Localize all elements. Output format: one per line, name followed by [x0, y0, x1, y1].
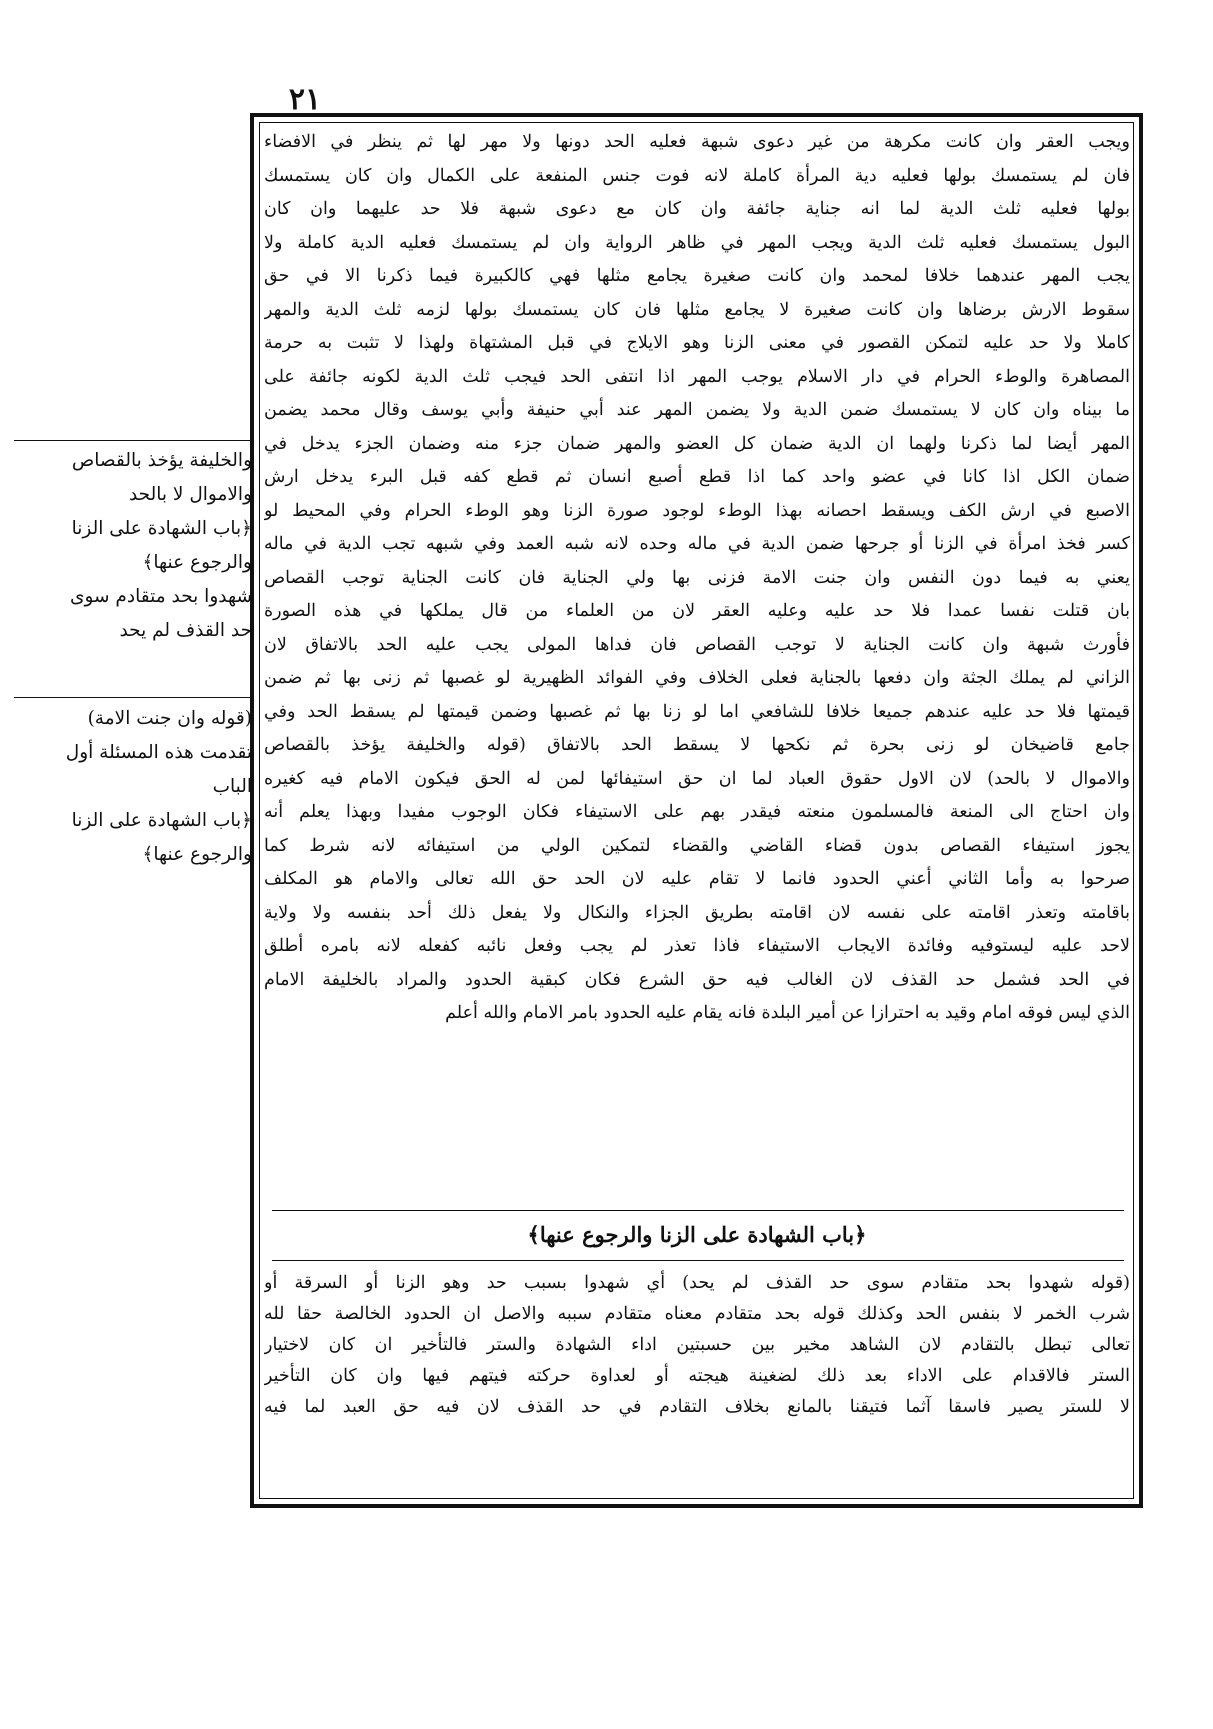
commentary-line: شرب الخمر لا بنفس الحد وكذلك قوله بحد متقادم معناه متقادم سببه والاصل ان الحدود الخالصة حقا لله: [264, 1304, 1130, 1324]
main-text-line: ويجب العقر وان كانت مكرهة من غير دعوى شبهة فعليه الحد دونها ولا مهر لها ثم ينظر في الافضاء: [264, 132, 1130, 152]
main-text-line: فان لم يستمسك بولها فعليه دية المرأة كاملة لانه فوت جنس المنفعة على الكمال وان كان يستمسك: [264, 165, 1130, 186]
main-text-line: المهر أيضا لما ذكرنا ولهما ان الدية ضمان كل العضو والمهر ضمان جزء منه وضمان الجزء يدخل في: [264, 433, 1130, 454]
main-text-line: في الحد فشمل حد القذف لان الغالب فيه حق الشرع فكان كبقية الحدود والمراد بالخليفة الامام: [264, 969, 1130, 990]
margin-note: [14, 702, 252, 872]
main-text-line: يجب المهر عندهما خلافا لمحمد وان كانت صغيرة يجامع مثلها فهي كالكبيرة فيما ذكرنا الا في حق: [264, 266, 1130, 286]
margin-note-line: شهدوا بحد متقادم سوى: [70, 586, 252, 607]
margin-note-line: حد القذف لم يحد: [119, 620, 252, 641]
main-text-line: البول يستمسك فعليه ثلث الدية ويجب المهر في ظاهر الرواية وان لم يستمسك فعليه الدية كاملة ولا: [264, 232, 1130, 253]
margin-note-line: ﴿باب الشهادة على الزنا: [71, 518, 252, 539]
page-number: ٢١: [288, 82, 322, 117]
chapter-title: ﴿باب الشهادة على الزنا والرجوع عنها﴾: [527, 1222, 867, 1247]
main-text-line: جامع قاضيخان لو زنى بحرة ثم نكحها لا يسقط الحد بالاتفاق (قوله والخليفة يؤخذ بالقصاص: [264, 735, 1130, 755]
main-text-line: لاحد عليه ليستوفيه وفائدة الايجاب الاستيفاء فاذا تعذر لم يجب وفعل نائبه كفعله لانه بامره أطلق: [264, 936, 1130, 956]
main-text-line: المصاهرة والوطء الحرام في دار الاسلام يوجب المهر اذا انتفى الحد فيجب ثلث الدية لكونه جائفة على: [264, 366, 1130, 387]
main-text-line: الذي ليس فوقه امام وقيد به احترازا عن أمير البلدة فانه يقام عليه الحدود بامر الامام والله أعلم: [445, 1003, 1130, 1023]
main-text-line: يعني به فيما دون النفس وان جنت الامة فزنى بها ولي الجناية فان كانت الجناية توجب القصاص: [264, 567, 1130, 588]
main-text-line: قيمتها فلا حد عليه عندهم جميعا خلافا للشافعي اما لو زنا بها ثم غصبها وضمن قيمتها لم يسقط الحد وفي: [264, 701, 1130, 722]
margin-note-line: ﴿باب الشهادة على الزنا: [71, 810, 252, 831]
margin-note-line: والرجوع عنها﴾: [142, 552, 252, 573]
main-text-line: صرحوا به وأما الثاني أعني الحدود فانما لا تقام عليه لان الحد حق الله تعالى والامام هو المكلف: [264, 869, 1130, 889]
margin-note-line: والاموال لا بالحد: [128, 484, 252, 505]
main-text-line: فأورث شبهة وان كانت الجناية لا توجب القصاص فان فداها المولى يجب عليه الحد بالاتفاق لان: [264, 634, 1130, 655]
commentary-line: الستر فالاقدام على الاداء بعد ذلك لضغينة هيجته أو لعداوة حركته فيتهم فيها وان كان التأخير: [264, 1366, 1130, 1386]
main-text-line: بان قتلت نفسا عمدا فلا حد عليه وعليه العقر لان من العلماء من قال يملكها في هذه الصورة: [264, 601, 1130, 621]
main-text-line: كاملا ولا حد عليه لتمكن القصور في معنى الزنا وهو الايلاج في قبل المشتهاة ولهذا لا تثبت به حرمة: [264, 333, 1130, 353]
main-text-line: باقامته وتعذر اقامته على نفسه لان اقامته بطريق الجزاء والنكال ولا يفعل ذلك أحد بنفسه ولا ولاية: [264, 902, 1130, 923]
main-text-line: الزاني لم يملك الجثة وان دفعها بالجناية فعلى الخلاف وفي الفوائد الظهيرية لو غصبها ثم زنى بها ثم ضمن: [264, 668, 1130, 688]
main-text-line: يجوز استيفاء القصاص بدون قضاء القاضي والقضاء لتمكين الولي من استيفائه لانه شرط كما: [264, 835, 1130, 856]
section-divider: [272, 1210, 1124, 1211]
main-text-line: وان احتاج الى المنعة فالمسلمون منعته فيقدر بهم على الاستيفاء فكان الوجوب مفيدا وبهذا يعلم أنه: [264, 802, 1130, 822]
margin-note-line: والخليفة يؤخذ بالقصاص: [71, 450, 252, 471]
main-text: [264, 126, 1130, 1201]
main-text-line: الاصبع في ارش الكف ويسقط احصانه بهذا الوطء لوجود صورة الزنا وهو الوطء الحرام وفي المحيط لو: [264, 500, 1130, 521]
margin-note: [14, 444, 252, 648]
margin-note-line: والرجوع عنها﴾: [142, 844, 252, 865]
main-text-line: والاموال لا بالحد) لان الاول حقوق العباد لما ان حق استيفائها لمن له الحق فيكون الامام فيه كغيره: [264, 768, 1130, 789]
commentary-line: تعالى تبطل بالتقادم لان الشاهد مخير بين حسبتين اداء الشهادة والستر فالتأخير ان كان لاختيار: [264, 1335, 1130, 1355]
main-text-line: بولها فعليه ثلث الدية لما انه جناية جائفة وان كان مع دعوى شبهة فلا حد عليهما وان كان: [264, 199, 1130, 219]
commentary-line: (قوله شهدوا بحد متقادم سوى حد القذف لم يحد) أي شهدوا بسبب حد وهو الزنا أو السرقة أو: [264, 1273, 1130, 1293]
margin-note-line: (قوله وان جنت الامة): [87, 708, 252, 729]
main-text-line: ما بيناه وان كان لا يستمسك ضمن الدية ولا يضمن المهر عند أبي حنيفة وأبي يوسف وقال محمد يضمن: [264, 400, 1130, 420]
margin-note-line: تقدمت هذه المسئلة أول: [65, 742, 252, 763]
margin-note-line: الباب: [212, 776, 252, 797]
commentary-line: لا للستر يصير فاسقا آثما فتيقنا بالمانع بخلاف التقادم في حد القذف لان فيه حق العبد لما فيه: [264, 1397, 1130, 1417]
commentary-text: [264, 1268, 1130, 1423]
margin-divider: [14, 440, 250, 441]
main-text-line: كسر فخذ امرأة في الزنا أو جرحها ضمن الدية في ماله وحده لانه شبه العمد وفي شبهه تجب الدية في ماله: [264, 534, 1130, 554]
section-divider: [272, 1260, 1124, 1261]
main-text-line: ضمان الكل اذا كانا في عضو واحد كما اذا قطع أصبع انسان ثم قطع كفه قبل البرء يدخل ارش: [264, 467, 1130, 487]
margin-divider: [14, 697, 250, 698]
main-text-line: سقوط الارش برضاها وان كانت صغيرة لا يجامع مثلها فان كان يستمسك بولها لزمه ثلث الدية والمهر: [264, 299, 1130, 320]
